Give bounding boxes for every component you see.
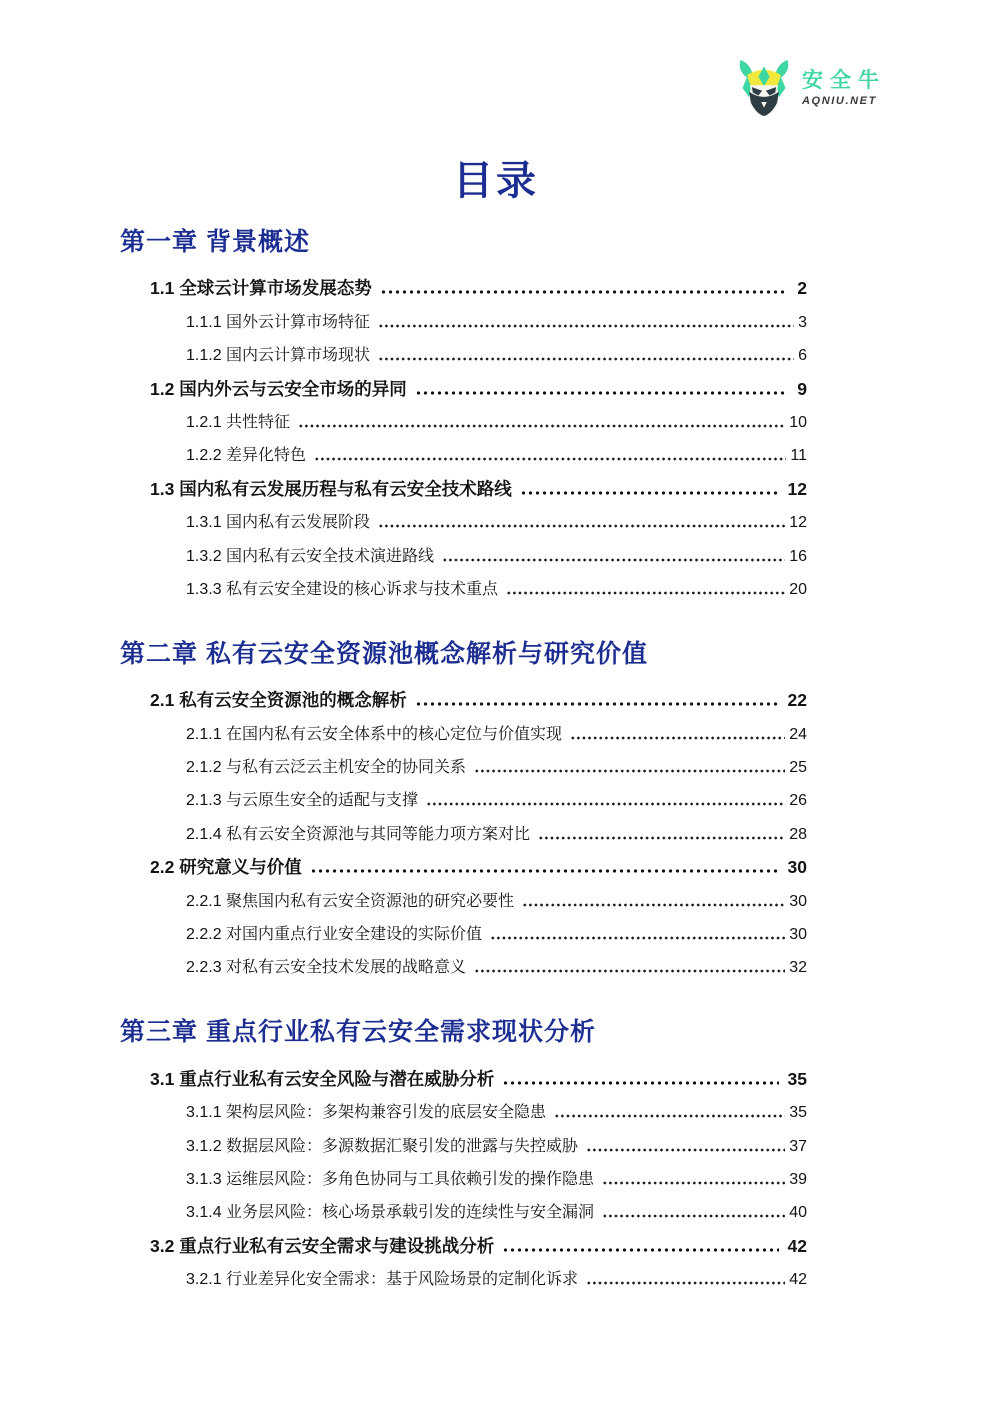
dot-leader <box>522 903 785 907</box>
toc-entry[interactable] <box>120 501 807 534</box>
toc-entry-page: 35 <box>787 1068 807 1089</box>
toc-entry-page: 12 <box>787 478 807 499</box>
toc-entry[interactable] <box>120 1258 807 1291</box>
dot-leader <box>586 1148 785 1152</box>
toc-entry[interactable] <box>120 1191 807 1224</box>
toc-entry-label: 2.1 私有云安全资源池的概念解析 <box>150 690 407 711</box>
toc-chapter <box>120 226 807 601</box>
dot-leader <box>298 424 785 428</box>
toc-entry-page: 28 <box>789 825 807 843</box>
toc-entry-label: 2.1.4 私有云安全资源池与其同等能力项方案对比 <box>186 825 531 843</box>
toc-entry[interactable] <box>120 913 807 946</box>
toc-entry[interactable] <box>120 746 807 779</box>
toc-entry[interactable] <box>120 779 807 812</box>
dot-leader <box>415 702 779 706</box>
dot-leader <box>314 457 786 461</box>
toc-entry-label: 1.3.3 私有云安全建设的核心诉求与技术重点 <box>186 580 499 598</box>
toc-entry-label: 1.3.2 国内私有云安全技术演进路线 <box>186 547 435 565</box>
toc-entry-page: 9 <box>797 378 807 399</box>
toc-entry[interactable] <box>120 534 807 567</box>
toc-entry-label: 2.1.2 与私有云泛云主机安全的协同关系 <box>186 759 467 777</box>
toc-entry[interactable] <box>120 1224 807 1257</box>
toc-entry-label: 1.2.1 共性特征 <box>186 413 291 431</box>
toc-entry-page: 3 <box>798 313 807 331</box>
chapter-title: 第三章 重点行业私有云安全需求现状分析 <box>120 1018 596 1047</box>
dot-leader <box>570 736 785 740</box>
toc-entry-page: 24 <box>789 725 807 743</box>
toc-entry[interactable] <box>120 812 807 845</box>
dot-leader <box>502 1248 778 1252</box>
dot-leader <box>520 491 779 495</box>
toc-entry-label: 1.1.2 国内云计算市场现状 <box>186 347 371 365</box>
toc-entry-page: 40 <box>789 1204 807 1222</box>
toc-entry-label: 3.1.3 运维层风险：多角色协同与工具依赖引发的操作隐患 <box>186 1170 595 1188</box>
dot-leader <box>378 357 794 361</box>
toc-entry-page: 42 <box>789 1271 807 1289</box>
toc-entry[interactable] <box>120 401 807 434</box>
dot-leader <box>378 524 785 528</box>
dot-leader <box>380 290 789 294</box>
dot-leader <box>378 324 794 328</box>
toc-entry-page: 2 <box>797 278 807 299</box>
brand-name: 安全牛 <box>802 69 886 92</box>
toc-entry-label: 3.2.1 行业差异化安全需求：基于风险场景的定制化诉求 <box>186 1271 579 1289</box>
toc-entry-label: 2.2.2 对国内重点行业安全建设的实际价值 <box>186 926 483 944</box>
toc-entry[interactable] <box>120 846 807 879</box>
toc-entry-page: 37 <box>789 1137 807 1155</box>
toc-entry[interactable] <box>120 367 807 400</box>
toc-entry[interactable] <box>120 1124 807 1157</box>
toc-entry-label: 3.1.4 业务层风险：核心场景承载引发的连续性与安全漏洞 <box>186 1204 595 1222</box>
toc-entry[interactable] <box>120 1091 807 1124</box>
toc-entry-page: 16 <box>789 547 807 565</box>
toc-entry-label: 1.1.1 国外云计算市场特征 <box>186 313 371 331</box>
toc-entry-label: 2.1.1 在国内私有云安全体系中的核心定位与价值实现 <box>186 725 563 743</box>
dot-leader <box>474 769 785 773</box>
toc-entry-page: 25 <box>789 759 807 777</box>
dot-leader <box>474 969 785 973</box>
toc-entry-label: 1.2 国内外云与云安全市场的异同 <box>150 378 407 399</box>
dot-leader <box>310 869 779 873</box>
toc-entry-page: 20 <box>789 580 807 598</box>
toc-entry[interactable] <box>120 946 807 979</box>
page-header <box>0 0 992 130</box>
dot-leader <box>586 1281 785 1285</box>
toc-entry-page: 35 <box>789 1104 807 1122</box>
toc-entry-label: 1.1 全球云计算市场发展态势 <box>150 278 372 299</box>
dot-leader <box>426 802 785 806</box>
toc-entry[interactable] <box>120 434 807 467</box>
toc-entry[interactable] <box>120 1057 807 1090</box>
toc-entry-label: 3.2 重点行业私有云安全需求与建设挑战分析 <box>150 1235 495 1256</box>
dot-leader <box>506 591 785 595</box>
toc-entry-label: 1.3 国内私有云发展历程与私有云安全技术路线 <box>150 478 512 499</box>
toc-entry[interactable] <box>120 679 807 712</box>
dot-leader <box>490 936 785 940</box>
toc-entry-label: 2.2.3 对私有云安全技术发展的战略意义 <box>186 959 467 977</box>
toc-entry-label: 1.3.1 国内私有云发展阶段 <box>186 514 371 532</box>
dot-leader <box>602 1214 785 1218</box>
toc-chapter <box>120 1016 807 1291</box>
toc-entry-label: 3.1 重点行业私有云安全风险与潜在威胁分析 <box>150 1068 495 1089</box>
dot-leader <box>554 1114 785 1118</box>
toc-entry[interactable] <box>120 467 807 500</box>
chapter-title: 第一章 背景概述 <box>120 228 310 256</box>
toc-entry-label: 3.1.1 架构层风险：多架构兼容引发的底层安全隐患 <box>186 1104 547 1122</box>
brand-text-block <box>802 69 886 107</box>
toc-entry-page: 6 <box>798 347 807 365</box>
toc-entry[interactable] <box>120 300 807 333</box>
toc-entry-page: 30 <box>789 926 807 944</box>
dot-leader <box>538 836 785 840</box>
toc-chapter <box>120 638 807 980</box>
toc-entry-page: 12 <box>789 514 807 532</box>
toc-entry[interactable] <box>120 1158 807 1191</box>
toc-entry-page: 42 <box>787 1235 807 1256</box>
toc-entry-label: 2.2.1 聚焦国内私有云安全资源池的研究必要性 <box>186 892 515 910</box>
dot-leader <box>415 391 789 395</box>
brand-logo <box>736 58 886 118</box>
page-title: 目录 <box>453 159 539 203</box>
toc-entry-page: 26 <box>789 792 807 810</box>
toc-entry-page: 30 <box>789 892 807 910</box>
dot-leader <box>502 1081 778 1085</box>
toc-entry-page: 10 <box>789 413 807 431</box>
toc-entry[interactable] <box>120 568 807 601</box>
aqniu-bull-logo-icon <box>736 58 792 118</box>
toc-entry-label: 2.2 研究意义与价值 <box>150 857 302 878</box>
toc-entry-label: 1.2.2 差异化特色 <box>186 447 307 465</box>
toc-entry-label: 3.1.2 数据层风险：多源数据汇聚引发的泄露与失控威胁 <box>186 1137 579 1155</box>
toc-entry-page: 30 <box>787 857 807 878</box>
toc-entry-page: 32 <box>789 959 807 977</box>
toc-entry-page: 11 <box>790 447 807 465</box>
toc-entry-label: 2.1.3 与云原生安全的适配与支撑 <box>186 792 419 810</box>
toc-entry[interactable] <box>120 712 807 745</box>
dot-leader <box>602 1181 785 1185</box>
brand-domain: AQNIU.NET <box>802 95 877 107</box>
chapter-title: 第二章 私有云安全资源池概念解析与研究价值 <box>120 639 648 668</box>
toc-entry[interactable] <box>120 267 807 300</box>
toc-entry-page: 22 <box>787 690 807 711</box>
toc <box>120 226 807 1291</box>
toc-entry[interactable] <box>120 334 807 367</box>
dot-leader <box>442 558 785 562</box>
toc-entry[interactable] <box>120 879 807 912</box>
toc-entry-page: 39 <box>789 1170 807 1188</box>
